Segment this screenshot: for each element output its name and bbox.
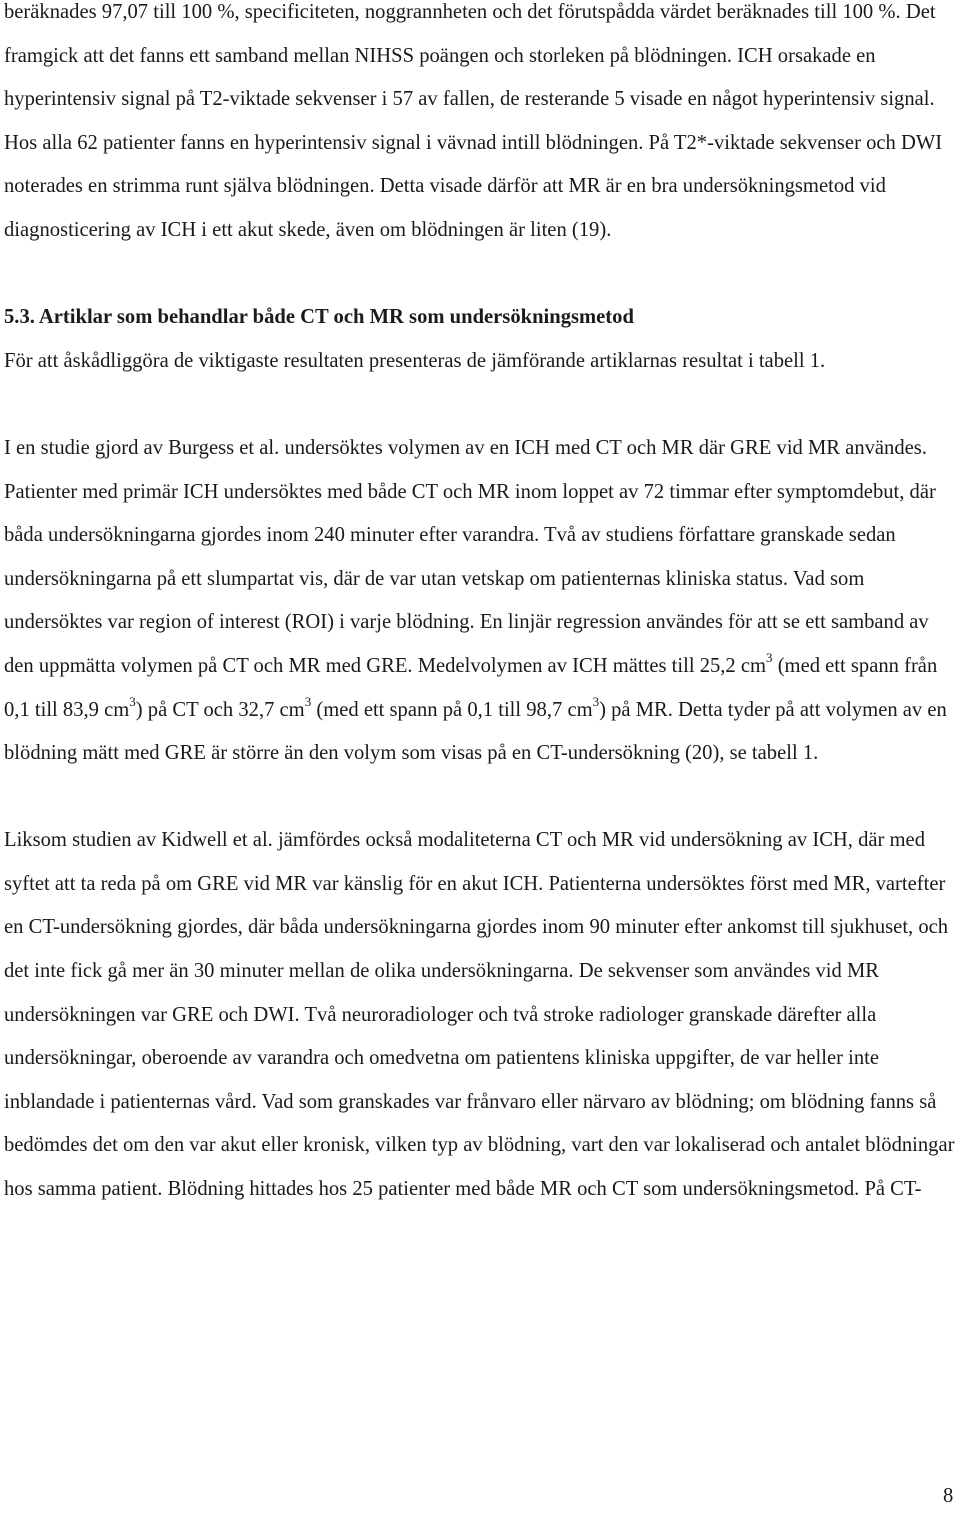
paragraph-gap xyxy=(4,776,956,820)
paragraph-intro-table: För att åskådliggöra de viktigaste resultaten presenteras de jämförande artiklarnas resultat i tabell 1. xyxy=(4,349,826,372)
paragraph-burgess-study xyxy=(4,427,956,776)
superscript: 3 xyxy=(592,693,600,709)
page-number: 8 xyxy=(943,1485,954,1507)
paragraph-gap xyxy=(4,383,956,427)
document-page xyxy=(4,0,956,1212)
superscript: 3 xyxy=(766,650,773,666)
paragraph-kidwell-study: Liksom studien av Kidwell et al. jämfördes också modaliteterna CT och MR vid undersökning av ICH, där med syftet att ta reda på om GRE vid MR var känslig för en akut ICH. Patienterna undersöktes först med MR, vartefter en CT-undersökning gjordes, där båda undersökningarna gjordes inom 90 minuter efter ankomst till sjukhuset, och det inte fick gå mer än 30 minuter mellan de olika undersökningarna. De sekvenser som användes vid MR undersökningen var GRE och DWI. Två neuroradiologer och två stroke radiologer granskade därefter alla undersökningar, oberoende av varandra och omedvetna om patientens kliniska uppgifter, de var heller inte inblandade i patienternas vård. Vad som granskades var frånvaro eller närvaro av blödning; om blödning fanns så bedömdes det om den var akut eller kronisk, vilken typ av blödning, vart den var lokaliserad och antalet blödningar hos samma patient. Blödning hittades hos 25 patienter med både MR och CT som undersökningsmetod. På CT- xyxy=(4,829,955,1201)
text-segment: (med ett spann på 0,1 till 98,7 cm xyxy=(311,698,593,721)
text-segment: I en studie gjord av Burgess et al. undersöktes volymen av en ICH med CT och MR där GRE vid MR användes. Patienter med primär ICH undersöktes med både CT och MR inom loppet av 72 timmar efter symptomdebut, där båda undersökningarna gjordes inom 240 minuter efter varandra. Två av studiens författare granskade sedan undersökningarna på ett slumpartat vis, där de var utan vetskap om patienternas kliniska status. Vad som undersöktes var region of interest (ROI) i varje blödning. En linjär regression användes för att se ett samband av den uppmätta volymen på CT och MR med GRE. Medelvolymen av ICH mättes till 25,2 cm xyxy=(4,436,936,677)
section-heading: 5.3. Artiklar som behandlar både CT och MR som undersökningsmetod xyxy=(4,306,634,329)
text-segment: ) på CT och 32,7 cm xyxy=(135,698,305,721)
superscript: 3 xyxy=(129,693,136,709)
paragraph-results-mr: beräknades 97,07 till 100 %, specificiteten, noggrannheten och det förutspådda värdet beräknades till 100 %. Det framgick att det fanns ett samband mellan NIHSS poängen och storleken på blödningen. ICH orsakade en hyperintensiv signal på T2-viktade sekvenser i 57 av fallen, de resterande 5 visade en något hyperintensiv signal. Hos alla 62 patienter fanns en hyperintensiv signal i vävnad intill blödningen. På T2*-viktade sekvenser och DWI noterades en strimma runt själva blödningen. Detta visade därför att MR är en bra undersökningsmetod vid diagnosticering av ICH i ett akut skede, även om blödningen är liten (19). xyxy=(4,1,943,241)
text-segment: (med ett spann från 0,1 till 83,9 cm xyxy=(4,654,938,721)
text-segment: ) på MR. Detta tyder på att volymen av en blödning mätt med GRE är större än den volym som visas på en CT-undersökning (20), se tabell 1. xyxy=(4,698,947,765)
paragraph-gap xyxy=(4,253,956,297)
superscript: 3 xyxy=(304,693,312,709)
